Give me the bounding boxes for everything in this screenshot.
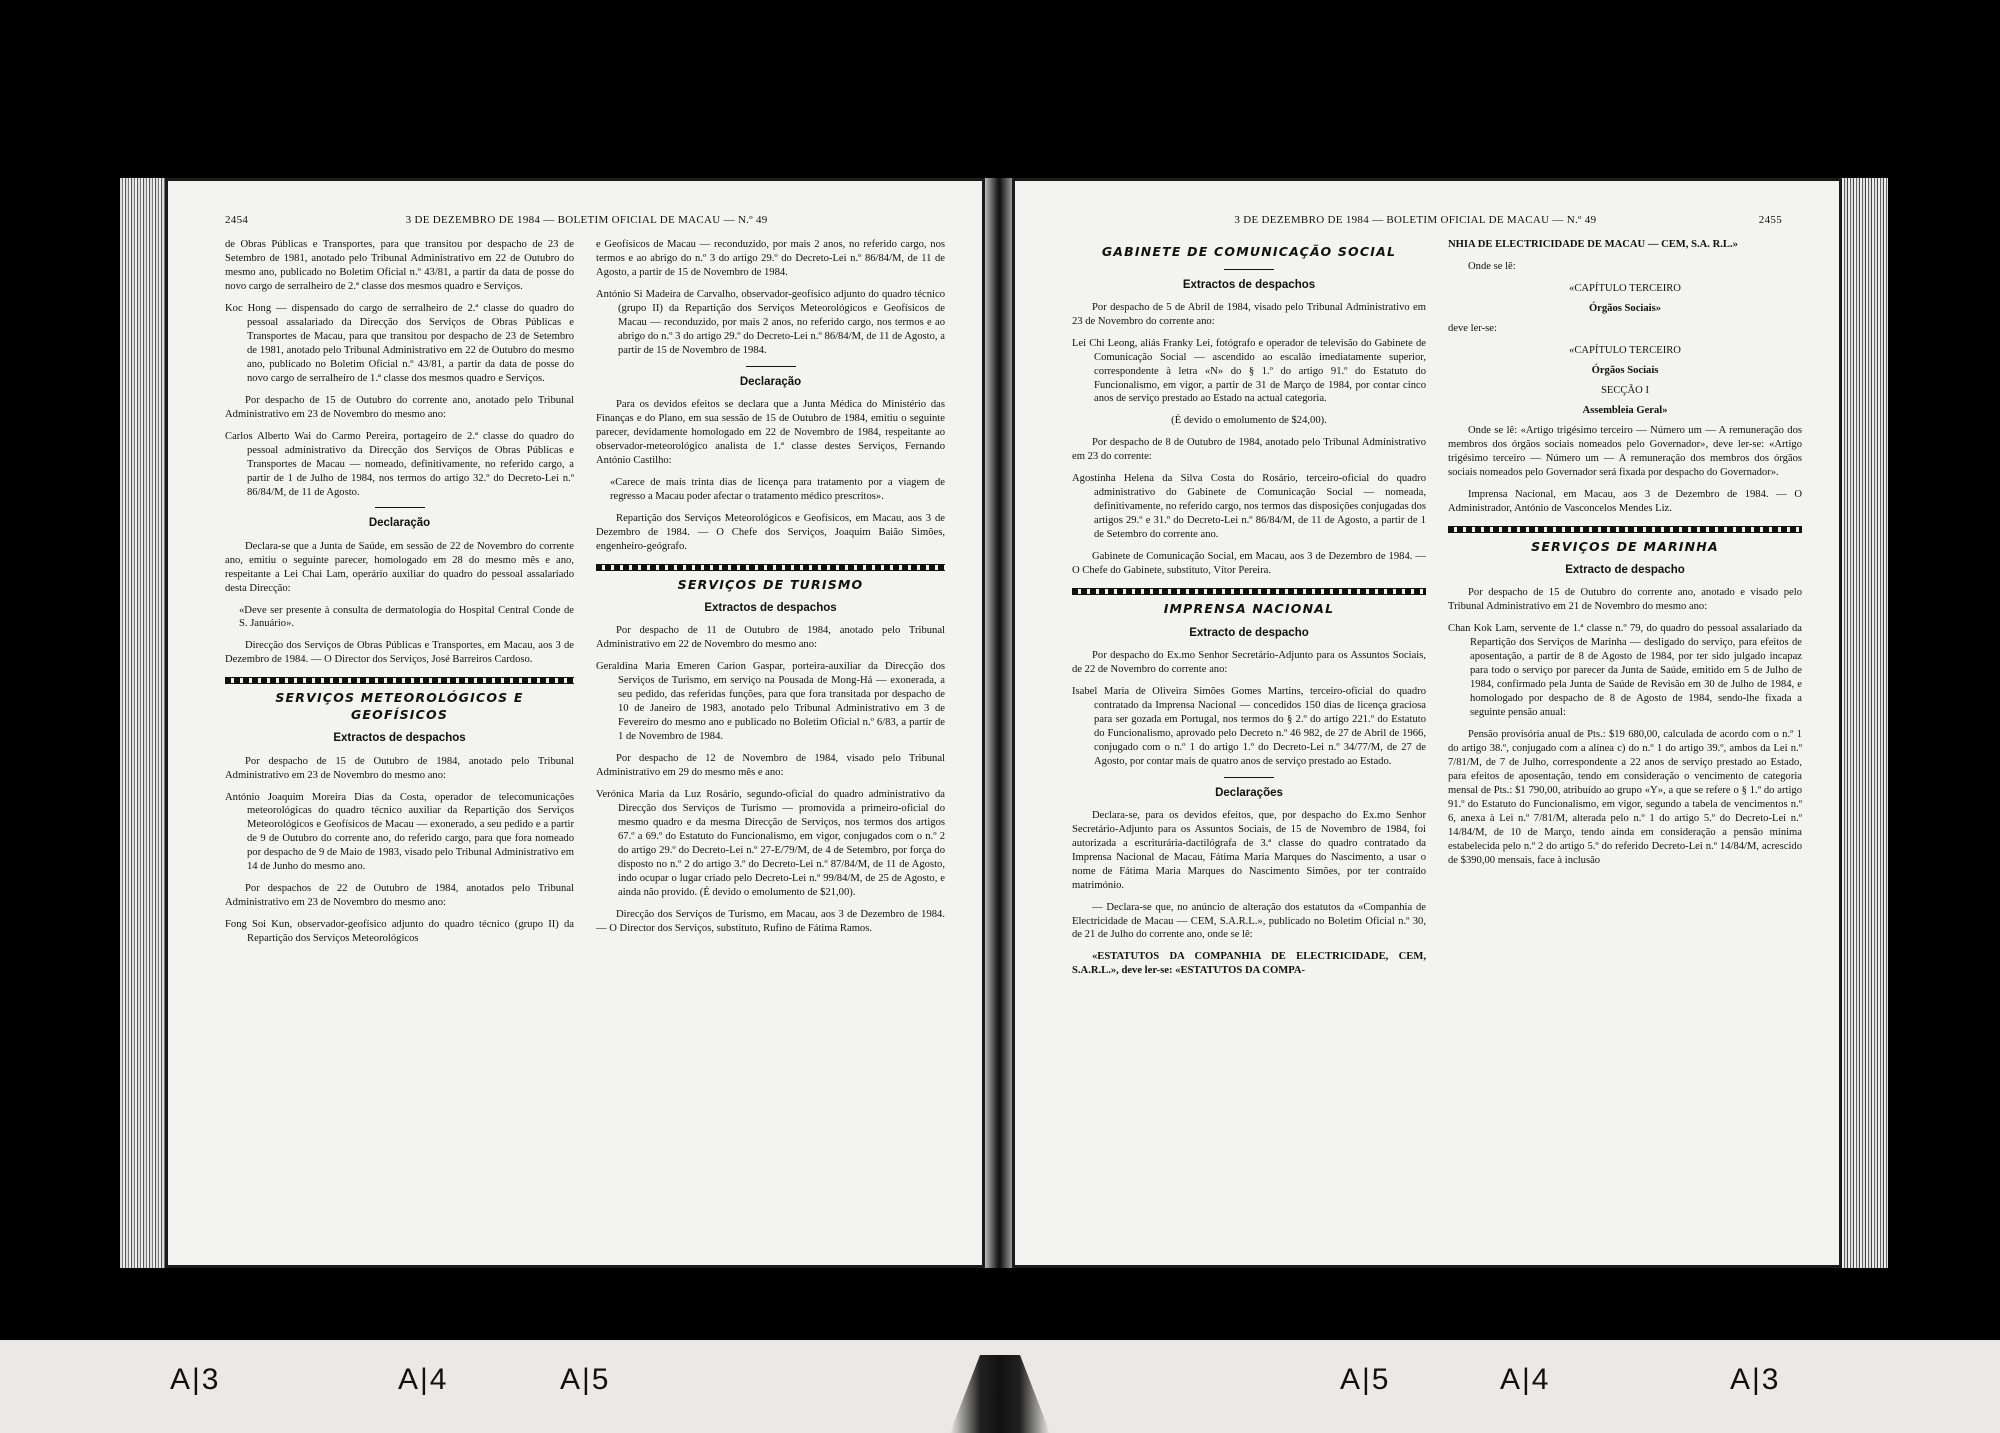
film-marker: A|4 bbox=[1500, 1363, 1551, 1396]
signature-paragraph: Direcção dos Serviços de Turismo, em Macau, aos 3 de Dezembro de 1984. — O Director dos Serviços, substituto, Rufino de Fátima Ramos. bbox=[596, 908, 945, 934]
film-marker: A|3 bbox=[1730, 1363, 1781, 1396]
paragraph: Isabel Maria de Oliveira Simões Gomes Martins, terceiro-oficial do quadro contratado da Imprensa Nacional — concedidos 150 dias de licença graciosa para ser gozada em Portugal, nos termos do § 2.º do artigo 221.º do Estatuto do Funcionalismo, aprovado pelo Decreto n.º 46 982, de 27 de Abril de 1966, conjugado com o n.º 1 do artigo 1.º do Decreto-Lei n.º 34/77/M, de 27 de Agosto, por contar mais de quatro anos de serviço prestado ao Estado. bbox=[1072, 685, 1426, 767]
section-title: GABINETE DE COMUNICAÇÃO SOCIAL bbox=[1101, 244, 1397, 259]
book-gutter bbox=[985, 178, 1012, 1268]
paragraph: Declara-se, para os devidos efeitos, que, por despacho do Ex.mo Senhor Secretário-Adjunto para os Assuntos Sociais, de 15 de Novembro de 1984, foi autorizada a escriturária-dactilógrafa de 3.ª classe do quadro contratado da Imprensa Nacional de Macau, Fátima Maria Marques do Nascimento, a usar o nome de Fátima Maria Marques do Nascimento Simões, por ter contraído matrimónio. bbox=[1072, 809, 1426, 891]
section-title: IMPRENSA NACIONAL bbox=[1163, 601, 1335, 617]
page-number: 2455 bbox=[1758, 214, 1782, 226]
subheading: Extracto de despacho bbox=[1565, 564, 1685, 577]
signature-paragraph: Direcção dos Serviços de Obras Públicas e Transportes, em Macau, aos 3 de Dezembro de 1984. — O Director dos Serviços, José Barreiros Cardoso. bbox=[225, 640, 574, 666]
subheading: Declaração bbox=[739, 375, 802, 388]
left-page bbox=[165, 178, 985, 1268]
paragraph: Lei Chi Leong, aliás Franky Lei, fotógrafo e operador de televisão do Gabinete de Comunicação Social — ascendido ao escalão imediatamente superior, correspondente à letra «N» do § 1.º do artigo 91.º do Estatuto do Funcionalismo, em vigor, a partir de 31 de Março de 1984, por contar cinco anos de serviço prestado ao Estado na actual categoria. bbox=[1072, 337, 1426, 405]
divider bbox=[746, 366, 796, 367]
quote: «Carece de mais trinta dias de licença para tratamento por a viagem de regresso a Macau poder afectar o tratamento médico prescritos». bbox=[610, 476, 945, 502]
right-page-column-1 bbox=[1072, 238, 1426, 1238]
section-label: SECÇÃO I bbox=[1601, 384, 1649, 396]
film-marker: A|4 bbox=[398, 1363, 449, 1396]
paragraph: Geraldina Maria Emeren Carion Gaspar, porteira-auxiliar da Direcção dos Serviços de Turismo, em serviço na Pousada de Mong-Há — exonerada, a seu pedido, das referidas funções, para que fora transitada por despacho de 10 de Janeiro de 1983, anotado pelo Tribunal Administrativo em 3 de Fevereiro do mesmo ano e publicado no Boletim Oficial n.º 6/83, a partir de 1 de Novembro de 1984. bbox=[596, 661, 945, 743]
paragraph: de Obras Públicas e Transportes, para que transitou por despacho de 23 de Setembro de 1981, anotado pelo Tribunal Administrativo em 22 de Outubro do mesmo ano, publicado no Boletim Oficial n.º 43/81, a partir da data de posse do novo cargo de serralheiro de 2.ª classe dos mesmos quadro e Serviços. bbox=[225, 239, 574, 292]
section-rule bbox=[1072, 588, 1426, 595]
chapter-subheading: Órgãos Sociais bbox=[1591, 364, 1659, 376]
paragraph: Por despacho do Ex.mo Senhor Secretário-Adjunto para os Assuntos Sociais, de 22 de Novembro do corrente ano: bbox=[1072, 649, 1426, 675]
subheading: Declaração bbox=[368, 517, 431, 530]
chapter-heading: «CAPÍTULO TERCEIRO bbox=[1569, 282, 1681, 294]
left-page-column-2 bbox=[596, 238, 945, 1238]
left-page-column-1 bbox=[225, 238, 574, 1238]
signature-paragraph: Imprensa Nacional, em Macau, aos 3 de Dezembro de 1984. — O Administrador, António de Vasconcelos Mendes Liz. bbox=[1448, 488, 1802, 514]
divider bbox=[1224, 777, 1274, 778]
running-head: 3 DE DEZEMBRO DE 1984 — BOLETIM OFICIAL DE MACAU — N.º 49 bbox=[1234, 214, 1597, 226]
right-page bbox=[1012, 178, 1842, 1268]
section-title: SERVIÇOS DE TURISMO bbox=[677, 576, 864, 592]
divider bbox=[375, 507, 425, 508]
film-marker: A|3 bbox=[170, 1363, 221, 1396]
paragraph: Verónica Maria da Luz Rosário, segundo-oficial do quadro administrativo da Direcção dos Serviços de Turismo — promovida a primeiro-oficial do mesmo quadro e da mesma Direcção de Serviços, nos termos dos artigos 67.º a 69.º do Estatuto do Funcionalismo, em vigor, conjugados com o n.º 2 do artigo 29.º do Decreto-Lei n.º 27-E/79/M, de 4 de Setembro, por força do disposto no n.º 2 do artigo 3.º do Decreto-Lei n.º 87/84/M, de 11 de Agosto, indo ocupar o lugar criado pelo Decreto-Lei n.º 99/84/M, de 25 de Agosto, e ainda não provido. (É devido o emolumento de $21,00). bbox=[596, 788, 945, 898]
paragraph: Por despacho de 15 de Outubro de 1984, anotado pelo Tribunal Administrativo em 23 de Novembro do mesmo ano: bbox=[225, 755, 574, 781]
right-page-header bbox=[1072, 214, 1782, 226]
section-label-title: Assembleia Geral» bbox=[1582, 404, 1668, 416]
chapter-heading: «CAPÍTULO TERCEIRO bbox=[1569, 344, 1681, 356]
right-page-edge bbox=[1842, 178, 1888, 1268]
paragraph: Chan Kok Lam, servente de 1.ª classe n.º 79, do quadro do pessoal assalariado da Repartição dos Serviços de Marinha — desligado do serviço, para efeitos de aposentação, a partir de 8 de Agosto de 1984, por ter sido julgado incapaz para todo o serviço por parecer da Junta de Saúde, emitido em 5 de Julho de 1984, confirmado pela Junta de Saúde de Revisão em 30 de Julho de 1984, e homologado por despacho de 8 de Agosto de 1984, sendo-lhe fixada a seguinte pensão anual: bbox=[1448, 623, 1802, 718]
paragraph: Por despacho de 12 de Novembro de 1984, visado pelo Tribunal Administrativo em 29 do mesmo mês e ano: bbox=[596, 753, 945, 778]
signature-paragraph: Gabinete de Comunicação Social, em Macau, aos 3 de Dezembro de 1984. — O Chefe do Gabinete, substituto, Vítor Pereira. bbox=[1072, 551, 1426, 577]
paragraph: Declara-se que a Junta de Saúde, em sessão de 22 de Novembro do corrente ano, emitiu o seguinte parecer, homologado em 28 do mesmo mês e ano, respeitante a Lei Chai Lam, operário auxiliar do quadro do pessoal assalariado desta Direcção: bbox=[225, 540, 574, 594]
paragraph: e Geofísicos de Macau — reconduzido, por mais 2 anos, no referido cargo, nos termos e ao abrigo do n.º 3 do artigo 29.º do Decreto-Lei n.º 86/84/M, de 11 de Agosto, a partir de 15 de Novembro de 1984. bbox=[596, 239, 945, 278]
subheading: Extractos de despachos bbox=[704, 602, 837, 615]
paragraph: António Joaquim Moreira Dias da Costa, operador de telecomunicações meteorológicas do quadro técnico auxiliar da Repartição dos Serviços Meteorológicos e Geofísicos de Macau — exonerado, a seu pedido e a partir de 9 de Outubro do corrente ano, do referido cargo, para que fora nomeado por despacho de 9 de Maio de 1983, visado pelo Tribunal Administrativo em 14 de Junho do mesmo ano. bbox=[225, 791, 574, 873]
paragraph: António Si Madeira de Carvalho, observador-geofísico adjunto do quadro técnico (grupo II) da Repartição dos Serviços Meteorológicos e Geofísicos de Macau — reconduzido, por mais 2 anos, no referido cargo, nos termos e ao abrigo do n.º 3 do artigo 29.º do Decreto-Lei n.º 86/84/M, de 11 de Agosto, a partir de 15 de Novembro de 1984. bbox=[596, 288, 945, 356]
paragraph: Agostinha Helena da Silva Costa do Rosário, terceiro-oficial do quadro administrativo do Gabinete de Comunicação Social — nomeada, definitivamente, no referido cargo, nos termos das disposições conjugadas dos artigos 29.º e 31.º do Decreto-Lei n.º 86/84/M, de 11 de Agosto, a partir de 1 de Setembro do corrente ano. bbox=[1072, 473, 1426, 541]
paragraph: Onde se lê: bbox=[1468, 260, 1516, 272]
paragraph: Koc Hong — dispensado do cargo de serralheiro de 2.ª classe do quadro do pessoal assalariado da Direcção dos Serviços de Obras Públicas e Transportes de Macau, para que transitou por despacho de 23 de Setembro de 1981, anotado pelo Tribunal Administrativo em 22 de Outubro do mesmo ano, publicado no Boletim Oficial n.º 43/81, a partir da data de posse do novo cargo de serralheiro de 1.ª classe dos mesmos quadro e Serviços. bbox=[225, 302, 574, 384]
subheading: Declarações bbox=[1215, 786, 1283, 799]
quote: «Deve ser presente à consulta de dermatologia do Hospital Central Conde de S. Januário». bbox=[239, 604, 574, 630]
film-marker: A|5 bbox=[560, 1363, 611, 1396]
subheading: Extractos de despachos bbox=[1182, 278, 1316, 291]
paragraph: Por despacho de 8 de Outubro de 1984, anotado pelo Tribunal Administrativo em 23 do corrente: bbox=[1072, 437, 1426, 463]
paragraph: Por despacho de 11 de Outubro de 1984, anotado pelo Tribunal Administrativo em 22 de Novembro do mesmo ano: bbox=[596, 625, 945, 651]
right-page-column-2 bbox=[1448, 238, 1802, 1238]
subheading: Extracto de despacho bbox=[1189, 626, 1309, 639]
paragraph: «ESTATUTOS DA COMPANHIA DE ELECTRICIDADE, CEM, S.A.R.L.», deve ler-se: «ESTATUTOS DA COMPA- bbox=[1072, 951, 1426, 977]
running-head: 3 DE DEZEMBRO DE 1984 — BOLETIM OFICIAL DE MACAU — N.º 49 bbox=[405, 214, 768, 226]
paragraph: Por despacho de 5 de Abril de 1984, visado pelo Tribunal Administrativo em 23 de Novembro do corrente ano: bbox=[1072, 301, 1426, 327]
paragraph: Pensão provisória anual de Pts.: $19 680,00, calculada de acordo com o n.º 1 do artigo 38.º, conjugado com a alínea c) do n.º 1 do artigo 39.º, ambos da Lei n.º 7/81/M, de 7 de Julho, correspondente a 22 anos de serviço prestado ao Estado, para efeitos de aposentação, tendo em consideração o vencimento de categoria mensal de Pts.: $1 790,00, atribuído ao grupo «Y», a que se refere o § 1.º do artigo 91.º do Estatuto do Funcionalismo, em vigor, segundo a tabela de vencimentos n.º 6, anexa à Lei n.º 7/81/M, alterada pelo n.º 1 do artigo 5.º do Decreto-Lei n.º 14/84/M, de 10 de Março, tendo ainda em consideração a pensão mínima estabelecida pelo n.º 2 do artigo 5.º do referido Decreto-Lei n.º 14/84/M, acrescido de $390,00 mensais, face à inclusão bbox=[1448, 728, 1802, 866]
paragraph: Por despacho de 15 de Outubro do corrente ano, anotado e visado pelo Tribunal Administrativo em 21 de Novembro do mesmo ano: bbox=[1448, 587, 1802, 613]
section-rule bbox=[596, 564, 945, 571]
paragraph: — Declara-se que, no anúncio de alteração dos estatutos da «Companhia de Electricidade de Macau — CEM, S.A.R.L.», publicado no Boletim Oficial n.º 30, de 21 de Julho do corrente ano, onde se lê: bbox=[1072, 901, 1426, 941]
chapter-subheading: Órgãos Sociais» bbox=[1588, 302, 1662, 314]
paragraph: Por despacho de 15 de Outubro do corrente ano, anotado pelo Tribunal Administrativo em 23 de Novembro do mesmo ano: bbox=[225, 394, 574, 420]
left-page-edge bbox=[120, 178, 168, 1268]
fee-note: (É devido o emolumento de $24,00). bbox=[1171, 415, 1327, 427]
subheading: Extractos de despachos bbox=[333, 732, 466, 745]
paragraph: Carlos Alberto Wai do Carmo Pereira, portageiro de 2.ª classe do quadro do pessoal administrativo da Direcção dos Serviços de Obras Públicas e Transportes de Macau — nomeado, definitivamente, no referido cargo, a partir de 1 de Julho de 1984, nos termos do artigo 32.º do Decreto-Lei n.º 86/84/M, de 11 de Agosto. bbox=[225, 430, 574, 498]
paragraph: NHIA DE ELECTRICIDADE DE MACAU — CEM, S.A. R.L.» bbox=[1448, 239, 1738, 250]
paragraph: deve ler-se: bbox=[1448, 322, 1497, 334]
paragraph: Fong Soi Kun, observador-geofísico adjunto do quadro técnico (grupo II) da Repartição dos Serviços Meteorológicos bbox=[225, 919, 574, 945]
section-title: SERVIÇOS METEOROLÓGICOS E GEOFÍSICOS bbox=[275, 690, 524, 722]
section-rule bbox=[225, 677, 574, 684]
paragraph: Para os devidos efeitos se declara que a Junta Médica do Ministério das Finanças e do Plano, em sua sessão de 15 de Outubro de 1984, emitiu o seguinte parecer, devidamente homologado em 22 de Novembro de 1984, respeitante ao observador-meteorológico analista de 1.ª classe destes Serviços, Fernando António Castilho: bbox=[596, 398, 945, 466]
divider bbox=[1224, 269, 1274, 270]
film-marker: A|5 bbox=[1340, 1363, 1391, 1396]
left-page-header bbox=[225, 214, 925, 226]
paragraph: Onde se lê: «Artigo trigésimo terceiro — Número um — A remuneração dos membros dos órgãos sociais nomeados pelo Governador», deve ler-se: «Artigo trigésimo terceiro — Número um — A remuneração dos membros dos órgãos sociais nomeados pelo Governador será fixada por despacho do Governador». bbox=[1448, 424, 1802, 478]
section-rule bbox=[1448, 526, 1802, 533]
signature-paragraph: Repartição dos Serviços Meteorológicos e Geofísicos, em Macau, aos 3 de Dezembro de 1984. — O Chefe dos Serviços, Joaquim Baião Simões, engenheiro-geógrafo. bbox=[596, 512, 945, 552]
section-title: SERVIÇOS DE MARINHA bbox=[1531, 538, 1719, 554]
paragraph: Por despachos de 22 de Outubro de 1984, anotados pelo Tribunal Administrativo em 23 de Novembro do mesmo ano: bbox=[225, 883, 574, 909]
page-number: 2454 bbox=[225, 214, 249, 226]
